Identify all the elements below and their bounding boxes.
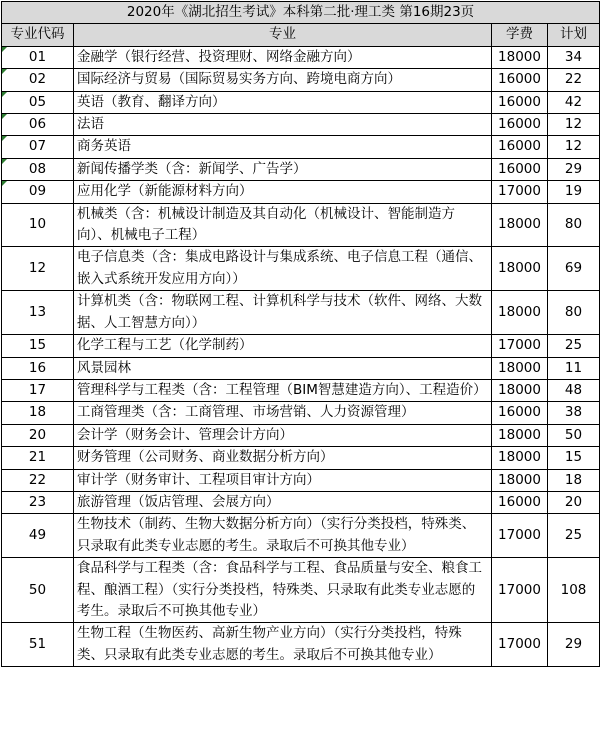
major-code: 10 xyxy=(28,216,47,233)
major-code-cell xyxy=(2,203,74,247)
cell-marker-icon xyxy=(2,136,7,141)
tuition-fee: 18000 xyxy=(492,46,548,68)
tuition-fee: 17000 xyxy=(492,623,548,667)
tuition-fee: 18000 xyxy=(492,203,548,247)
enrollment-table xyxy=(1,1,600,667)
major-code: 17 xyxy=(28,381,47,398)
cell-marker-icon xyxy=(2,181,7,186)
tuition-fee: 18000 xyxy=(492,379,548,401)
major-name: 国际经济与贸易（国际贸易实务方向、跨境电商方向） xyxy=(74,69,492,91)
major-code-cell xyxy=(2,623,74,667)
header-row xyxy=(2,24,600,46)
table-row xyxy=(2,114,600,136)
enrollment-plan: 50 xyxy=(548,424,600,446)
major-name: 金融学（银行经营、投资理财、网络金融方向） xyxy=(74,46,492,68)
table-row xyxy=(2,136,600,158)
major-code-cell xyxy=(2,91,74,113)
major-code-cell xyxy=(2,402,74,424)
major-name: 机械类（含：机械设计制造及其自动化（机械设计、智能制造方向）、机械电子工程） xyxy=(74,203,492,247)
major-name: 计算机类（含：物联网工程、计算机科学与技术（软件、网络、大数据、人工智慧方向）） xyxy=(74,291,492,335)
enrollment-plan: 42 xyxy=(548,91,600,113)
major-code: 15 xyxy=(28,337,47,354)
major-code-cell xyxy=(2,379,74,401)
tuition-fee: 16000 xyxy=(492,69,548,91)
major-code-cell xyxy=(2,46,74,68)
major-name: 审计学（财务审计、工程项目审计方向） xyxy=(74,469,492,491)
enrollment-plan: 48 xyxy=(548,379,600,401)
major-name: 旅游管理（饭店管理、会展方向） xyxy=(74,491,492,513)
enrollment-plan: 22 xyxy=(548,69,600,91)
major-code: 16 xyxy=(28,359,47,376)
major-code-cell xyxy=(2,136,74,158)
major-name: 财务管理（公司财务、商业数据分析方向） xyxy=(74,447,492,469)
cell-marker-icon xyxy=(2,47,7,52)
major-code-cell xyxy=(2,469,74,491)
table-row xyxy=(2,69,600,91)
major-code-cell xyxy=(2,447,74,469)
tuition-fee: 16000 xyxy=(492,158,548,180)
tuition-fee: 18000 xyxy=(492,469,548,491)
enrollment-plan: 38 xyxy=(548,402,600,424)
major-code: 02 xyxy=(28,71,47,88)
major-code: 51 xyxy=(28,636,47,653)
cell-marker-icon xyxy=(2,114,7,119)
tuition-fee: 18000 xyxy=(492,447,548,469)
major-name: 风景园林 xyxy=(74,357,492,379)
enrollment-plan: 19 xyxy=(548,181,600,203)
tuition-fee: 17000 xyxy=(492,514,548,558)
enrollment-plan: 18 xyxy=(548,469,600,491)
major-code: 22 xyxy=(28,471,47,488)
enrollment-plan: 69 xyxy=(548,247,600,291)
major-code-cell xyxy=(2,491,74,513)
enrollment-plan: 15 xyxy=(548,447,600,469)
major-code: 21 xyxy=(28,449,47,466)
major-code: 12 xyxy=(28,260,47,277)
major-name: 生物工程（生物医药、高新生物产业方向）（实行分类投档，特殊类、只录取有此类专业志愿的考生。录取后不可换其他专业） xyxy=(74,623,492,667)
major-name: 法语 xyxy=(74,114,492,136)
tuition-fee: 17000 xyxy=(492,558,548,623)
enrollment-plan: 108 xyxy=(548,558,600,623)
major-code: 07 xyxy=(28,138,47,155)
enrollment-plan: 12 xyxy=(548,114,600,136)
major-code: 49 xyxy=(28,527,47,544)
enrollment-plan: 11 xyxy=(548,357,600,379)
major-name: 食品科学与工程类（含：食品科学与工程、食品质量与安全、粮食工程、酿酒工程）（实行分类投档，特殊类、只录取有此类专业志愿的考生。录取后不可换其他专业） xyxy=(74,558,492,623)
table-row xyxy=(2,491,600,513)
major-name: 生物技术（制药、生物大数据分析方向）（实行分类投档，特殊类、只录取有此类专业志愿的考生。录取后不可换其他专业） xyxy=(74,514,492,558)
tuition-fee: 18000 xyxy=(492,291,548,335)
major-code-cell xyxy=(2,514,74,558)
enrollment-plan: 25 xyxy=(548,335,600,357)
major-code-cell xyxy=(2,424,74,446)
major-name: 工商管理类（含：工商管理、市场营销、人力资源管理） xyxy=(74,402,492,424)
major-code-cell xyxy=(2,291,74,335)
major-name: 电子信息类（含：集成电路设计与集成系统、电子信息工程（通信、嵌入式系统开发应用方向）） xyxy=(74,247,492,291)
major-code-cell xyxy=(2,335,74,357)
major-code: 13 xyxy=(28,303,47,320)
major-name: 商务英语 xyxy=(74,136,492,158)
table-row xyxy=(2,623,600,667)
major-code-cell xyxy=(2,114,74,136)
major-code: 05 xyxy=(28,93,47,110)
header-major: 专业 xyxy=(74,24,492,46)
tuition-fee: 18000 xyxy=(492,247,548,291)
major-code: 23 xyxy=(28,493,47,510)
table-row xyxy=(2,247,600,291)
table-row xyxy=(2,203,600,247)
enrollment-plan: 29 xyxy=(548,158,600,180)
table-row xyxy=(2,402,600,424)
enrollment-plan: 80 xyxy=(548,291,600,335)
tuition-fee: 16000 xyxy=(492,402,548,424)
table-row xyxy=(2,447,600,469)
table-title: 2020年《湖北招生考试》本科第二批·理工类 第16期23页 xyxy=(2,2,600,24)
enrollment-plan: 34 xyxy=(548,46,600,68)
table-row xyxy=(2,379,600,401)
major-name: 会计学（财务会计、管理会计方向） xyxy=(74,424,492,446)
major-code: 08 xyxy=(28,160,47,177)
major-name: 英语（教育、翻译方向） xyxy=(74,91,492,113)
major-code-cell xyxy=(2,247,74,291)
enrollment-plan: 20 xyxy=(548,491,600,513)
tuition-fee: 16000 xyxy=(492,136,548,158)
enrollment-plan: 80 xyxy=(548,203,600,247)
header-plan: 计划 xyxy=(548,24,600,46)
table-row xyxy=(2,158,600,180)
major-code-cell xyxy=(2,181,74,203)
table-row xyxy=(2,335,600,357)
table-row xyxy=(2,91,600,113)
major-code: 01 xyxy=(28,48,47,65)
major-code: 06 xyxy=(28,116,47,133)
major-name: 新闻传播学类（含：新闻学、广告学） xyxy=(74,158,492,180)
major-code: 20 xyxy=(28,426,47,443)
cell-marker-icon xyxy=(2,159,7,164)
table-row xyxy=(2,181,600,203)
table-row xyxy=(2,46,600,68)
table-row xyxy=(2,514,600,558)
major-code: 09 xyxy=(28,183,47,200)
major-code: 50 xyxy=(28,581,47,598)
enrollment-plan: 29 xyxy=(548,623,600,667)
cell-marker-icon xyxy=(2,92,7,97)
table-row xyxy=(2,357,600,379)
tuition-fee: 17000 xyxy=(492,181,548,203)
major-name: 化学工程与工艺（化学制药） xyxy=(74,335,492,357)
major-code: 18 xyxy=(28,404,47,421)
tuition-fee: 18000 xyxy=(492,424,548,446)
major-name: 管理科学与工程类（含：工程管理（BIM智慧建造方向）、工程造价） xyxy=(74,379,492,401)
major-code-cell xyxy=(2,158,74,180)
major-code-cell xyxy=(2,69,74,91)
tuition-fee: 18000 xyxy=(492,357,548,379)
cell-marker-icon xyxy=(2,69,7,74)
table-row xyxy=(2,469,600,491)
table-row xyxy=(2,291,600,335)
enrollment-plan: 12 xyxy=(548,136,600,158)
header-fee: 学费 xyxy=(492,24,548,46)
major-code-cell xyxy=(2,357,74,379)
enrollment-plan: 25 xyxy=(548,514,600,558)
tuition-fee: 16000 xyxy=(492,491,548,513)
tuition-fee: 16000 xyxy=(492,91,548,113)
title-row xyxy=(2,2,600,24)
header-code: 专业代码 xyxy=(2,24,74,46)
table-row xyxy=(2,558,600,623)
table-row xyxy=(2,424,600,446)
tuition-fee: 16000 xyxy=(492,114,548,136)
tuition-fee: 17000 xyxy=(492,335,548,357)
major-name: 应用化学（新能源材料方向） xyxy=(74,181,492,203)
major-code-cell xyxy=(2,558,74,623)
